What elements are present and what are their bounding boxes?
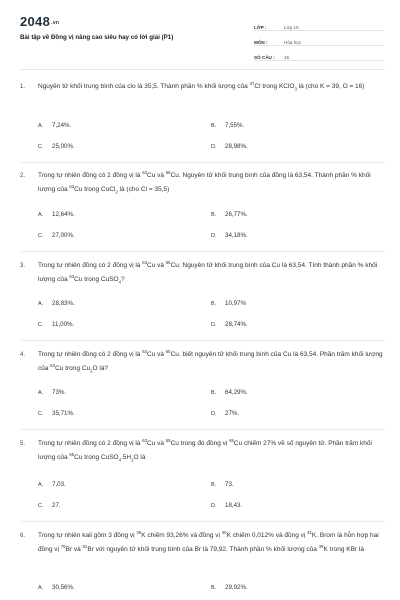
- option-c[interactable]: C. 27.: [38, 502, 61, 509]
- option-b[interactable]: B. 10,97%: [211, 300, 246, 307]
- meta-subject: MÔN : Hóa học: [254, 33, 384, 46]
- option-a[interactable]: A. 30,56%.: [38, 584, 75, 591]
- option-d[interactable]: D. 18,43.: [211, 502, 243, 509]
- question-text: Trong tự nhiên đồng có 2 đồng vị là $^{63}$Cu và $^{65}$Cu trong đó đồng vị $^{65}$Cu chiếm 27% về số nguyên tử. Phần trăm khối lượng của $^{65}$Cu trong $CuSO_4.5H_2O$ là: [38, 437, 372, 463]
- options-6: [38, 584, 388, 598]
- option-a[interactable]: A. 73%.: [38, 389, 67, 396]
- option-d[interactable]: D. 27%.: [211, 410, 240, 417]
- meta-count: SỐ CÂU : 15: [254, 48, 384, 61]
- question-text: Trong tự nhiên kali gồm 3 đồng vị $^{39}$K chiếm 93,26% và đồng vị $^{40}$K chiếm 0,012% và đồng vị $^{41}$K. Brom là hỗn hợp hai đồng vị $^{79}$Br và $^{81}$Br với nguyên tử khối trung bình của Br là 79,92. Thành phần % khối lượng của $^{39}$K trong KBr là: [38, 529, 379, 553]
- question-6: [20, 529, 386, 557]
- question-2: [20, 169, 386, 197]
- question-separator: [20, 251, 385, 252]
- option-c[interactable]: C. 11,00%.: [38, 321, 75, 328]
- option-a[interactable]: A. 12,64%.: [38, 211, 75, 218]
- question-text: Nguyên tử khối trung bình của clo là 35,5. Thành phần % khối lượng của $^{37}$Cl trong KClO$_3$ là (cho K = 39, O = 16): [38, 80, 365, 92]
- options-2: [38, 211, 388, 241]
- question-4: [20, 348, 386, 376]
- option-b[interactable]: B. 7,55%.: [211, 122, 245, 129]
- option-d[interactable]: D. 34,18%.: [211, 232, 248, 239]
- meta-info: [254, 18, 384, 63]
- question-1: [20, 80, 386, 94]
- question-separator: [20, 340, 385, 341]
- question-5: [20, 437, 386, 465]
- option-d[interactable]: D. 28,98%.: [211, 143, 248, 150]
- page-title: Bài tập về Đồng vị nâng cao siêu hay có lời giải (P1): [20, 34, 174, 41]
- meta-class: LỚP : Lớp 10: [254, 18, 384, 31]
- question-separator: [20, 521, 385, 522]
- question-number: 3.: [20, 263, 26, 269]
- option-a[interactable]: A. 7,03.: [38, 481, 66, 488]
- question-number: 2.: [20, 173, 26, 179]
- option-b[interactable]: B. 64,29%.: [211, 389, 248, 396]
- question-separator: [20, 162, 385, 163]
- option-b[interactable]: B. 73.: [211, 481, 234, 488]
- option-a[interactable]: A. 28,83%.: [38, 300, 75, 307]
- option-a[interactable]: A. 7,24%.: [38, 122, 72, 129]
- question-text: Trong tự nhiên đồng có 2 đồng vị là $^{63}$Cu và $^{65}$Cu. biết nguyên tử khối trung bình của Cu là 63,54. Phần trăm khối lượng của $^{63}$Cu trong $Cu_2O$ là?: [38, 348, 383, 374]
- question-number: 1.: [20, 84, 26, 90]
- option-c[interactable]: C. 27,00%.: [38, 232, 75, 239]
- document-header: [0, 0, 400, 70]
- header-divider: [20, 69, 385, 70]
- question-separator: [20, 429, 385, 430]
- options-3: [38, 300, 388, 330]
- site-logo[interactable]: 2048.vn: [20, 14, 60, 29]
- option-c[interactable]: C. 25,00%.: [38, 143, 75, 150]
- options-4: [38, 389, 388, 419]
- option-b[interactable]: B. 29,92%.: [211, 584, 248, 591]
- options-1: [38, 122, 388, 152]
- question-3: [20, 259, 386, 287]
- question-text: Trong tự nhiên đồng có 2 đồng vị là $^{63}$Cu và $^{65}$Cu. Nguyên tử khối trung bình của Cu là 63,54. Tính thành phần % khối lượng của $^{63}$Cu trong CuSO$_4$?: [38, 259, 378, 285]
- question-number: 6.: [20, 533, 26, 539]
- question-number: 4.: [20, 352, 26, 358]
- question-text: Trong tự nhiên đồng có 2 đồng vị là $^{63}$Cu và $^{65}$Cu. Nguyên tử khối trung bình của đồng là 63,54. Thành phần % khối lượng của $^{63}$Cu trong CuCl$_2$ là (cho Cl = 35,5): [38, 169, 371, 195]
- option-c[interactable]: C. 35,71%.: [38, 410, 75, 417]
- question-number: 5.: [20, 441, 26, 447]
- options-5: [38, 481, 388, 511]
- option-d[interactable]: D. 28,74%.: [211, 321, 248, 328]
- option-b[interactable]: B. 26,77%.: [211, 211, 248, 218]
